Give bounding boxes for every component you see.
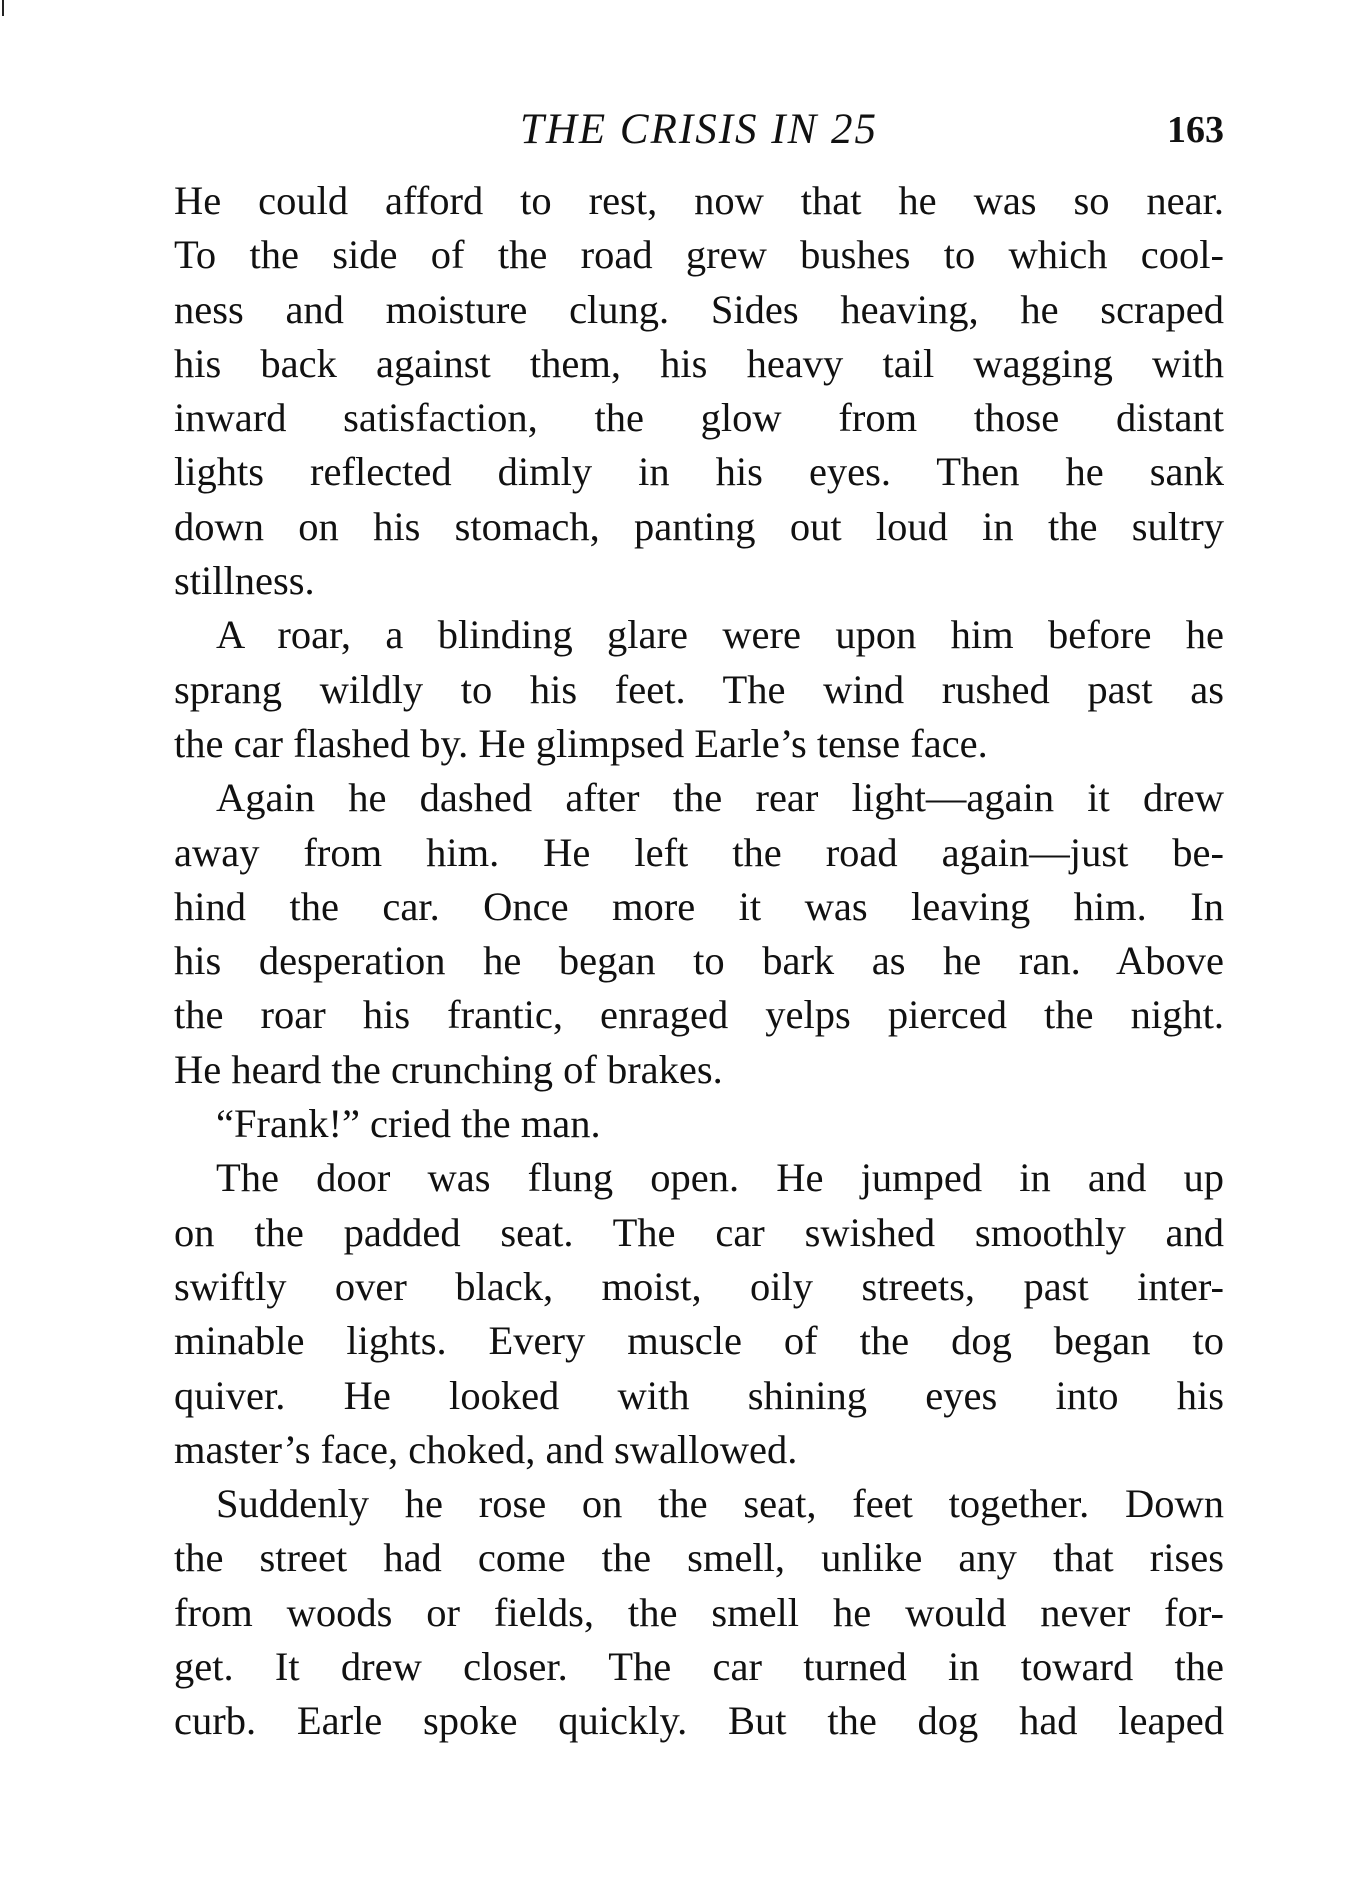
text-line: his back against them, his heavy tail wagging with xyxy=(174,340,1224,386)
text-line: hind the car. Once more it was leaving him. In xyxy=(174,883,1224,929)
text-line: down on his stomach, panting out loud in the sultry xyxy=(174,503,1224,549)
text-line: He heard the crunching of brakes. xyxy=(174,1046,723,1092)
running-head xyxy=(174,100,1224,160)
paragraph-start-line: Suddenly he rose on the seat, feet together. Down xyxy=(216,1481,1224,1527)
text-line: curb. Earle spoke quickly. But the dog had leaped xyxy=(174,1698,1224,1744)
text-line: the roar his frantic, enraged yelps pierced the night. xyxy=(174,992,1224,1038)
paragraph-start-line: A roar, a blinding glare were upon him before he xyxy=(216,612,1224,658)
text-line: the street had come the smell, unlike any that rises xyxy=(174,1535,1224,1581)
text-line: stillness. xyxy=(174,558,315,604)
body-text xyxy=(174,174,1224,1749)
text-line: ness and moisture clung. Sides heaving, he scraped xyxy=(174,286,1224,332)
text-line: sprang wildly to his feet. The wind rushed past as xyxy=(174,666,1224,712)
running-title: THE CRISIS IN 25 xyxy=(519,106,879,153)
text-line: on the padded seat. The car swished smoothly and xyxy=(174,1209,1224,1255)
paragraph-start-line: Again he dashed after the rear light—again it drew xyxy=(216,775,1224,821)
text-line: get. It drew closer. The car turned in toward the xyxy=(174,1644,1224,1690)
page-number: 163 xyxy=(1167,109,1224,151)
text-line: lights reflected dimly in his eyes. Then he sank xyxy=(174,449,1224,495)
text-line: away from him. He left the road again—just be- xyxy=(174,829,1224,875)
text-line: from woods or fields, the smell he would never for- xyxy=(174,1589,1224,1635)
text-line: minable lights. Every muscle of the dog began to xyxy=(174,1318,1224,1364)
text-line: He could afford to rest, now that he was so near. xyxy=(174,178,1224,223)
scan-edge-mark xyxy=(2,0,4,16)
text-line: the car flashed by. He glimpsed Earle’s tense face. xyxy=(174,720,988,766)
text-line: inward satisfaction, the glow from those distant xyxy=(174,395,1224,441)
text-line: swiftly over black, moist, oily streets, past inter- xyxy=(174,1263,1224,1309)
text-line: master’s face, choked, and swallowed. xyxy=(174,1426,798,1472)
paragraph-start-line: The door was flung open. He jumped in and up xyxy=(216,1155,1224,1201)
text-line: his desperation he began to bark as he ran. Above xyxy=(174,938,1224,984)
text-line: To the side of the road grew bushes to which cool- xyxy=(174,232,1224,278)
text-line: quiver. He looked with shining eyes into his xyxy=(174,1372,1224,1418)
paragraph-start-line: “Frank!” cried the man. xyxy=(216,1101,601,1147)
